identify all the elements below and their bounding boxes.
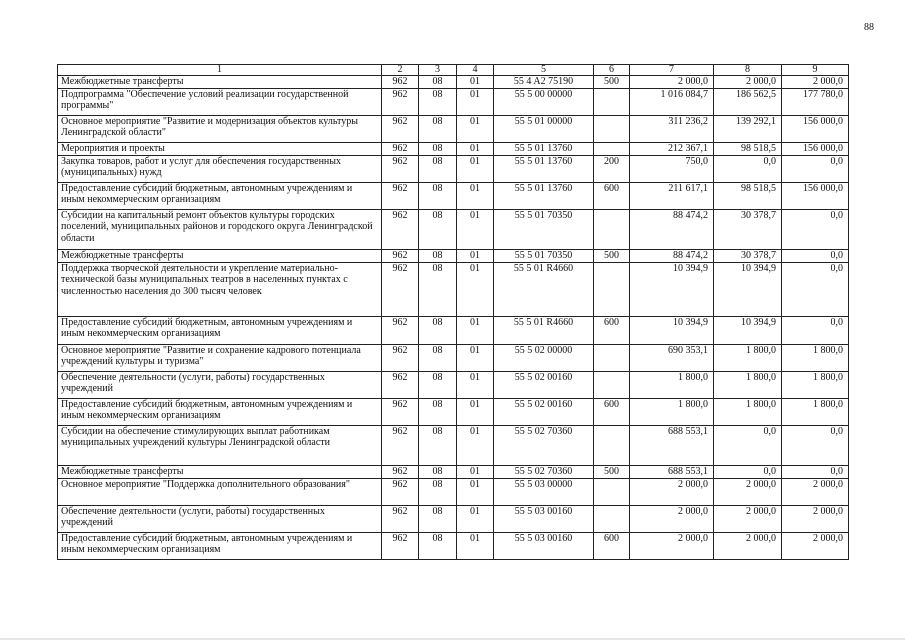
subsection-code: 01 [457,398,494,425]
section-code: 08 [419,532,457,559]
amount-col7: 211 617,1 [630,182,714,209]
amount-col8: 98 518,5 [714,142,782,155]
amount-col7: 688 553,1 [630,425,714,465]
section-code: 08 [419,398,457,425]
table-row [58,465,849,478]
table-row [58,425,849,465]
row-name: Обеспечение деятельности (услуги, работы) государственных учреждений [58,371,382,398]
row-name: Основное мероприятие "Развитие и сохранение кадрового потенциала учреждений культуры и туризма" [58,344,382,371]
expense-type-code: 600 [594,182,630,209]
amount-col7: 2 000,0 [630,505,714,532]
table-row [58,155,849,182]
expense-type-code [594,88,630,115]
budget-table [57,64,849,560]
row-name: Основное мероприятие "Развитие и модернизация объектов культуры Ленинградской области" [58,115,382,142]
row-name: Межбюджетные трансферты [58,465,382,478]
column-number: 1 [58,65,382,76]
section-code: 08 [419,344,457,371]
subsection-code: 01 [457,262,494,316]
amount-col8: 10 394,9 [714,262,782,316]
row-name: Обеспечение деятельности (услуги, работы) государственных учреждений [58,505,382,532]
subsection-code: 01 [457,115,494,142]
amount-col9: 1 800,0 [782,371,849,398]
expense-type-code: 500 [594,465,630,478]
row-name: Закупка товаров, работ и услуг для обеспечения государственных (муниципальных) нужд [58,155,382,182]
row-name: Субсидии на обеспечение стимулирующих выплат работникам муниципальных учреждений культуры Ленинградской области [58,425,382,465]
amount-col9: 2 000,0 [782,505,849,532]
amount-col8: 0,0 [714,465,782,478]
row-name: Межбюджетные трансферты [58,76,382,89]
target-article-code: 55 5 02 70360 [494,465,594,478]
subsection-code: 01 [457,182,494,209]
amount-col7: 1 800,0 [630,371,714,398]
table-row [58,371,849,398]
table-row [58,88,849,115]
amount-col9: 0,0 [782,262,849,316]
target-article-code: 55 5 01 13760 [494,155,594,182]
table-row [58,76,849,89]
amount-col8: 1 800,0 [714,371,782,398]
ministry-code: 962 [382,209,419,249]
section-code: 08 [419,249,457,262]
table-row [58,344,849,371]
subsection-code: 01 [457,344,494,371]
ministry-code: 962 [382,505,419,532]
expense-type-code [594,425,630,465]
expense-type-code [594,478,630,505]
expense-type-code [594,142,630,155]
amount-col9: 177 780,0 [782,88,849,115]
amount-col7: 2 000,0 [630,532,714,559]
row-name: Поддержка творческой деятельности и укрепление материально-технической базы муниципальных театров в населенных пунктах с численностью населения до 300 тысяч человек [58,262,382,316]
target-article-code: 55 5 02 70360 [494,425,594,465]
expense-type-code: 600 [594,398,630,425]
ministry-code: 962 [382,115,419,142]
amount-col7: 10 394,9 [630,316,714,344]
section-code: 08 [419,316,457,344]
target-article-code: 55 4 A2 75190 [494,76,594,89]
expense-type-code [594,371,630,398]
subsection-code: 01 [457,478,494,505]
subsection-code: 01 [457,505,494,532]
ministry-code: 962 [382,88,419,115]
target-article-code: 55 5 01 00000 [494,115,594,142]
section-code: 08 [419,182,457,209]
amount-col8: 30 378,7 [714,249,782,262]
amount-col7: 2 000,0 [630,478,714,505]
ministry-code: 962 [382,371,419,398]
amount-col7: 88 474,2 [630,209,714,249]
table-row [58,249,849,262]
column-number: 8 [714,65,782,76]
ministry-code: 962 [382,262,419,316]
table-row [58,115,849,142]
amount-col9: 0,0 [782,425,849,465]
amount-col8: 1 800,0 [714,398,782,425]
row-name: Мероприятия и проекты [58,142,382,155]
subsection-code: 01 [457,425,494,465]
ministry-code: 962 [382,142,419,155]
amount-col8: 2 000,0 [714,532,782,559]
amount-col7: 690 353,1 [630,344,714,371]
amount-col7: 311 236,2 [630,115,714,142]
column-number: 2 [382,65,419,76]
expense-type-code: 500 [594,249,630,262]
target-article-code: 55 5 02 00160 [494,371,594,398]
amount-col7: 1 800,0 [630,398,714,425]
amount-col7: 10 394,9 [630,262,714,316]
amount-col8: 2 000,0 [714,478,782,505]
amount-col9: 2 000,0 [782,478,849,505]
subsection-code: 01 [457,316,494,344]
expense-type-code: 600 [594,316,630,344]
column-number: 9 [782,65,849,76]
amount-col8: 0,0 [714,155,782,182]
amount-col8: 98 518,5 [714,182,782,209]
ministry-code: 962 [382,465,419,478]
section-code: 08 [419,425,457,465]
column-number: 4 [457,65,494,76]
table-row [58,505,849,532]
section-code: 08 [419,88,457,115]
amount-col8: 139 292,1 [714,115,782,142]
amount-col7: 750,0 [630,155,714,182]
amount-col8: 186 562,5 [714,88,782,115]
expense-type-code: 200 [594,155,630,182]
amount-col9: 156 000,0 [782,142,849,155]
amount-col8: 2 000,0 [714,76,782,89]
amount-col8: 1 800,0 [714,344,782,371]
column-number-row [58,65,849,76]
ministry-code: 962 [382,182,419,209]
amount-col9: 0,0 [782,155,849,182]
section-code: 08 [419,209,457,249]
target-article-code: 55 5 01 13760 [494,182,594,209]
subsection-code: 01 [457,155,494,182]
column-number: 6 [594,65,630,76]
expense-type-code: 600 [594,532,630,559]
amount-col7: 212 367,1 [630,142,714,155]
section-code: 08 [419,465,457,478]
amount-col9: 1 800,0 [782,344,849,371]
ministry-code: 962 [382,425,419,465]
target-article-code: 55 5 03 00000 [494,478,594,505]
subsection-code: 01 [457,76,494,89]
amount-col9: 0,0 [782,465,849,478]
section-code: 08 [419,262,457,316]
section-code: 08 [419,115,457,142]
expense-type-code [594,115,630,142]
amount-col9: 1 800,0 [782,398,849,425]
row-name: Предоставление субсидий бюджетным, автономным учреждениям и иным некоммерческим организациям [58,532,382,559]
expense-type-code [594,505,630,532]
target-article-code: 55 5 00 00000 [494,88,594,115]
ministry-code: 962 [382,316,419,344]
row-name: Предоставление субсидий бюджетным, автономным учреждениям и иным некоммерческим организациям [58,398,382,425]
section-code: 08 [419,371,457,398]
target-article-code: 55 5 01 70350 [494,249,594,262]
subsection-code: 01 [457,142,494,155]
target-article-code: 55 5 01 R4660 [494,262,594,316]
ministry-code: 962 [382,344,419,371]
amount-col7: 1 016 084,7 [630,88,714,115]
row-name: Подпрограмма "Обеспечение условий реализации государственной программы" [58,88,382,115]
expense-type-code [594,209,630,249]
table-row [58,209,849,249]
column-number: 3 [419,65,457,76]
row-name: Предоставление субсидий бюджетным, автономным учреждениям и иным некоммерческим организациям [58,182,382,209]
amount-col9: 0,0 [782,316,849,344]
ministry-code: 962 [382,398,419,425]
amount-col8: 2 000,0 [714,505,782,532]
amount-col9: 2 000,0 [782,532,849,559]
target-article-code: 55 5 02 00160 [494,398,594,425]
target-article-code: 55 5 02 00000 [494,344,594,371]
table-row [58,478,849,505]
amount-col7: 688 553,1 [630,465,714,478]
subsection-code: 01 [457,371,494,398]
amount-col9: 2 000,0 [782,76,849,89]
section-code: 08 [419,478,457,505]
section-code: 08 [419,155,457,182]
table-row [58,398,849,425]
row-name: Субсидии на капитальный ремонт объектов культуры городских поселений, муниципальных районов и городского округа Ленинградской области [58,209,382,249]
section-code: 08 [419,142,457,155]
row-name: Основное мероприятие "Поддержка дополнительного образования" [58,478,382,505]
ministry-code: 962 [382,532,419,559]
section-code: 08 [419,76,457,89]
amount-col8: 30 378,7 [714,209,782,249]
table-row [58,532,849,559]
target-article-code: 55 5 01 70350 [494,209,594,249]
table-row [58,262,849,316]
section-code: 08 [419,505,457,532]
amount-col9: 156 000,0 [782,115,849,142]
amount-col8: 0,0 [714,425,782,465]
row-name: Межбюджетные трансферты [58,249,382,262]
amount-col9: 0,0 [782,249,849,262]
subsection-code: 01 [457,88,494,115]
target-article-code: 55 5 03 00160 [494,532,594,559]
amount-col9: 156 000,0 [782,182,849,209]
amount-col7: 88 474,2 [630,249,714,262]
subsection-code: 01 [457,209,494,249]
target-article-code: 55 5 03 00160 [494,505,594,532]
subsection-code: 01 [457,532,494,559]
amount-col8: 10 394,9 [714,316,782,344]
subsection-code: 01 [457,249,494,262]
ministry-code: 962 [382,249,419,262]
page-number: 88 [864,22,874,33]
column-number: 7 [630,65,714,76]
expense-type-code [594,344,630,371]
ministry-code: 962 [382,478,419,505]
amount-col9: 0,0 [782,209,849,249]
column-number: 5 [494,65,594,76]
ministry-code: 962 [382,76,419,89]
amount-col7: 2 000,0 [630,76,714,89]
subsection-code: 01 [457,465,494,478]
expense-type-code: 500 [594,76,630,89]
table-row [58,316,849,344]
target-article-code: 55 5 01 R4660 [494,316,594,344]
ministry-code: 962 [382,155,419,182]
row-name: Предоставление субсидий бюджетным, автономным учреждениям и иным некоммерческим организациям [58,316,382,344]
expense-type-code [594,262,630,316]
table-row [58,142,849,155]
table-row [58,182,849,209]
target-article-code: 55 5 01 13760 [494,142,594,155]
